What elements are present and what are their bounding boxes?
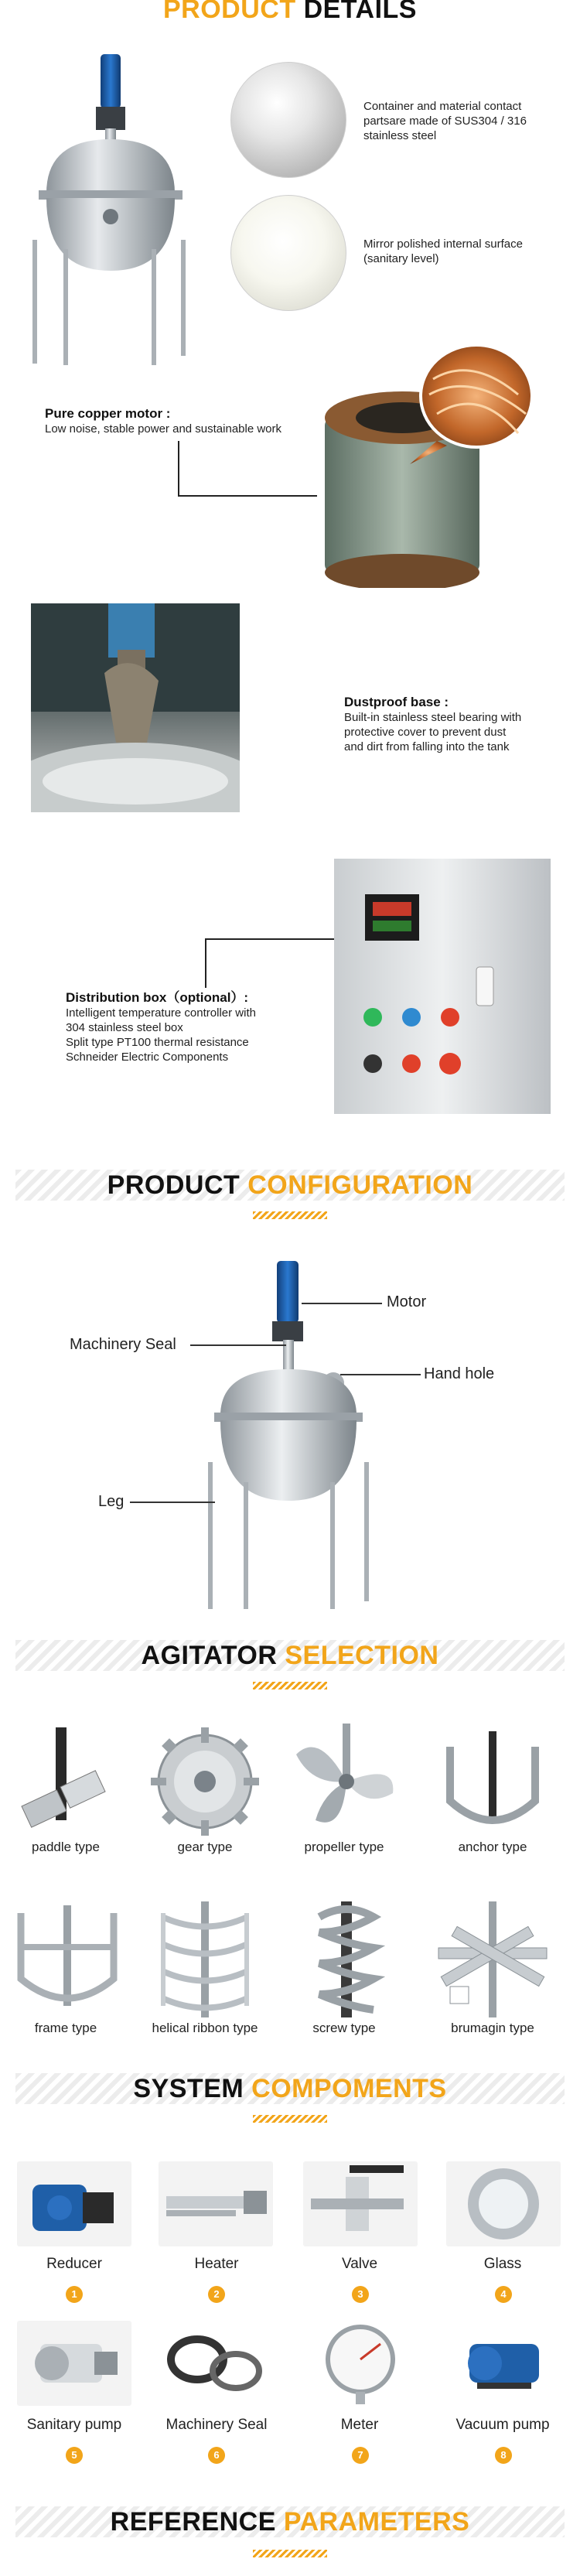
agitator-caption: propeller type [304,1840,384,1854]
copper-motor-photo [309,340,541,588]
paddle-agitator-icon [9,1724,125,1840]
section-title-system: SYSTEM COMPOMENTS [133,2074,447,2103]
distribution-description: Distribution box（optional）: Intelligent temperature controller with 304 stainless steel box Split type PT100 thermal resistance Schneider Electric Components [66,990,256,1064]
brumagin-agitator-icon [435,1901,551,2017]
motor-callout-line [178,495,317,497]
tank-photo [15,46,201,371]
section-title-details: PRODUCT DETAILS [163,0,417,24]
distribution-box-photo [334,859,551,1114]
anchor-agitator-icon [435,1724,551,1840]
config-label-motor: Motor [387,1293,427,1310]
sanitary-pump-photo [17,2321,131,2406]
stainless-disc-icon [230,62,346,178]
valve-photo [303,2161,418,2246]
config-line-leg [130,1502,215,1503]
config-line-handhole [340,1374,421,1375]
material-description: Container and material contact partsare made of SUS304 / 316 stainless steel [363,100,527,142]
propeller-agitator-icon [288,1724,404,1840]
agitator-caption: brumagin type [451,2021,534,2035]
agitator-caption: screw type [312,2021,376,2035]
component-caption: Glass [483,2256,522,2272]
component-caption: Meter [340,2417,379,2433]
motor-description: Pure copper motor : Low noise, stable power and sustainable work [45,406,282,436]
mirror-description: Mirror polished internal surface (sanitary level) [363,237,523,265]
component-caption: Heater [194,2256,239,2272]
glass-photo [446,2161,561,2246]
config-label-seal: Machinery Seal [70,1336,176,1353]
section-underline [253,2550,327,2557]
agitator-caption: anchor type [458,1840,527,1854]
section-underline [253,2115,327,2123]
section-title-configuration: PRODUCT CONFIGURATION [107,1170,473,1200]
section-title-reference: REFERENCE PARAMETERS [110,2507,470,2537]
component-caption: Valve [341,2256,378,2272]
component-number-badge: 4 [495,2286,512,2303]
gear-agitator-icon [147,1724,263,1840]
agitator-caption: helical ribbon type [152,2021,258,2035]
reducer-photo [17,2161,131,2246]
helical-ribbon-agitator-icon [147,1901,263,2017]
component-number-badge: 3 [352,2286,369,2303]
base-description: Dustproof base : Built-in stainless steel bearing with protective cover to prevent dust and dirt from falling into the tank [344,695,522,753]
distribution-callout-line [205,938,206,988]
screw-agitator-icon [288,1901,404,2017]
config-line-motor [302,1303,382,1304]
component-caption: Reducer [46,2256,102,2272]
config-label-handhole: Hand hole [424,1365,495,1382]
section-underline [253,1682,327,1689]
section-title-agitator: AGITATOR SELECTION [141,1641,439,1670]
frame-agitator-icon [9,1901,125,2017]
component-number-badge: 8 [495,2447,512,2464]
meter-photo [303,2321,418,2406]
mirror-surface-icon [230,195,346,311]
agitator-caption: gear type [177,1840,233,1854]
dustproof-base-photo [31,603,240,812]
machinery-seal-photo [159,2321,273,2406]
agitator-caption: paddle type [32,1840,100,1854]
config-line-seal [190,1344,286,1346]
config-label-leg: Leg [98,1493,125,1510]
component-number-badge: 2 [208,2286,225,2303]
motor-callout-line [178,441,179,497]
component-caption: Vacuum pump [455,2417,550,2433]
section-underline [253,1211,327,1219]
heater-photo [159,2161,273,2246]
component-number-badge: 1 [66,2286,83,2303]
component-caption: Sanitary pump [26,2417,122,2433]
component-caption: Machinery Seal [165,2417,268,2433]
component-number-badge: 5 [66,2447,83,2464]
tank-configuration-diagram [197,1253,383,1617]
vacuum-pump-photo [446,2321,561,2406]
component-number-badge: 6 [208,2447,225,2464]
agitator-caption: frame type [34,2021,97,2035]
component-number-badge: 7 [352,2447,369,2464]
